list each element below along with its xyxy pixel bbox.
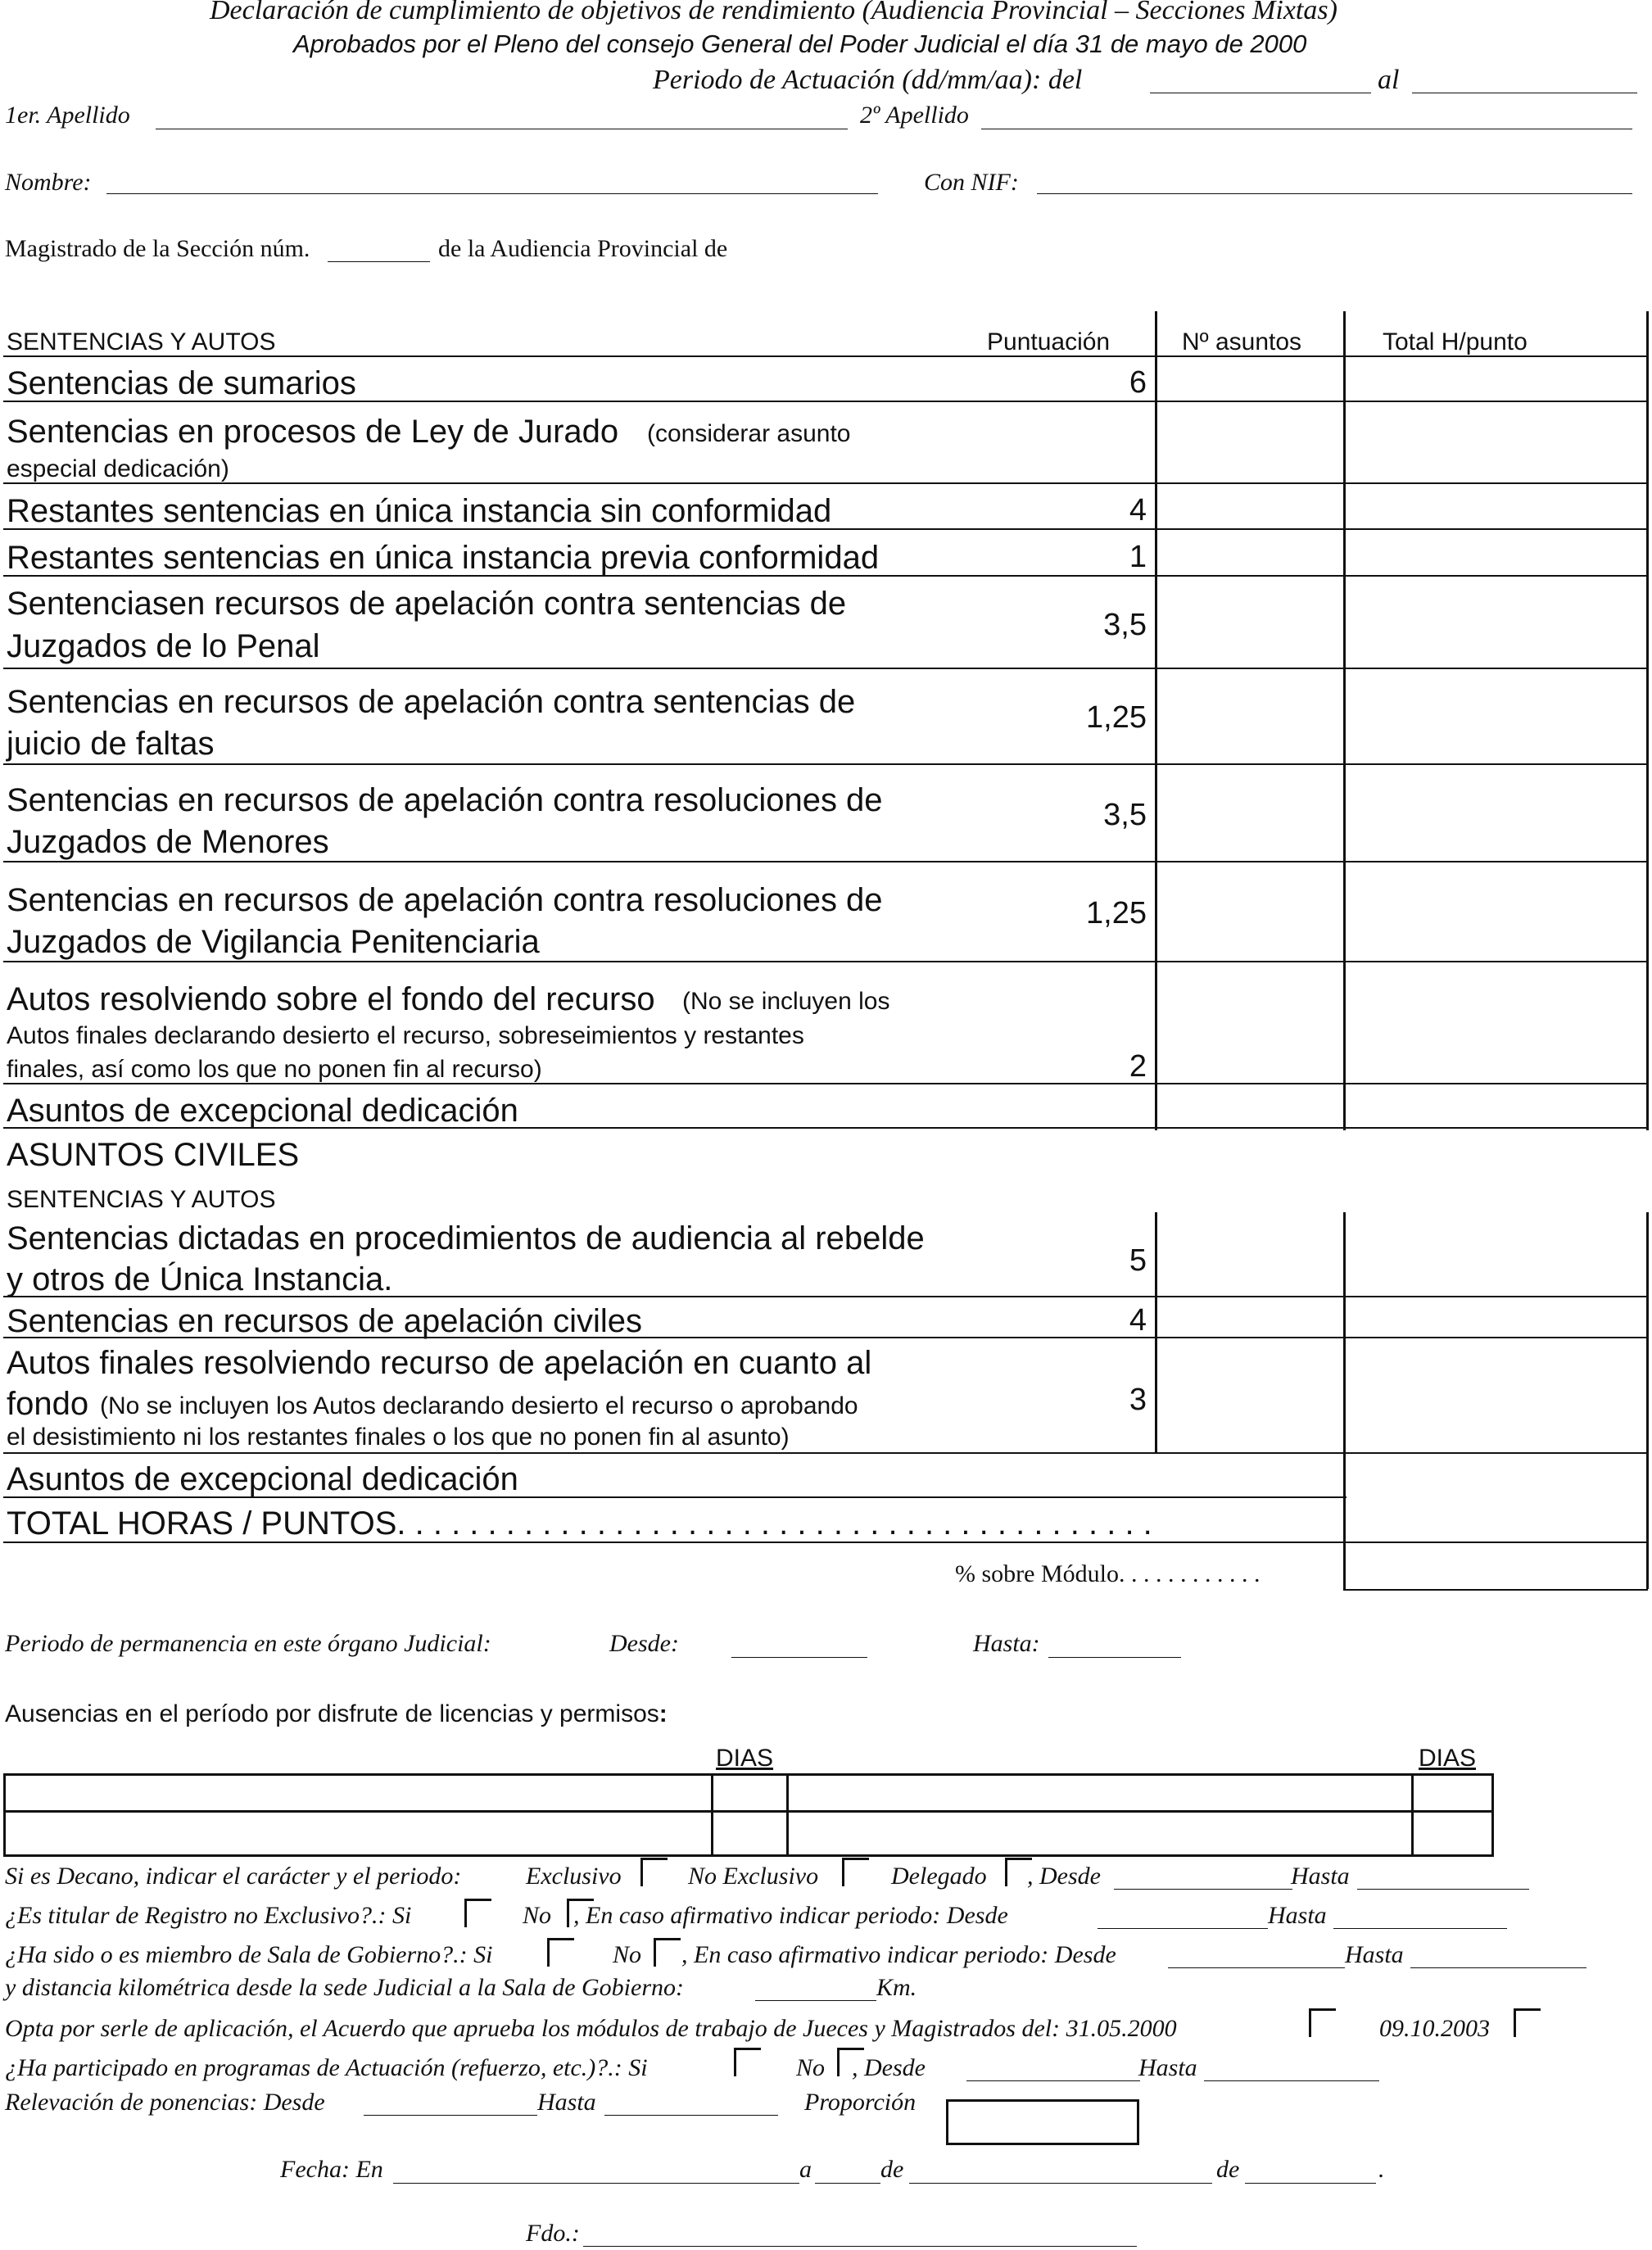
fdo-label: Fdo.: (526, 2220, 580, 2247)
fecha-2003-label: 09.10.2003 (1379, 2015, 1490, 2042)
col-header-puntuacion: Puntuación (987, 328, 1111, 355)
row-label: Sentencias de sumarios (7, 365, 356, 401)
autos-note: Autos finales declarando desierto el recurso, sobreseimientos y restantes (7, 1022, 804, 1049)
modulo-2003-checkbox[interactable] (1514, 2008, 1541, 2037)
sala-hasta-label: Hasta (1345, 1941, 1404, 1968)
fecha-a-label: a (799, 2156, 812, 2183)
row-points: 4 (1129, 493, 1147, 527)
ausencias-label (5, 1700, 668, 1728)
sala-si-checkbox[interactable] (547, 1938, 574, 1967)
row-points: 1,25 (1086, 896, 1147, 930)
permanencia-hasta-label: Hasta: (973, 1630, 1040, 1657)
autos-civil-label: fondo (7, 1386, 89, 1422)
dias-header-1: DIAS (716, 1745, 774, 1772)
relevacion-label: Relevación de ponencias: Desde (5, 2089, 325, 2116)
total-label: TOTAL HORAS / PUNTOS. . . . . . . . . . . . . . . . . . . . . . . . . . . . . . . . . . . . . . . . . . (7, 1505, 1152, 1541)
fecha-de-label-2: de (1216, 2156, 1240, 2183)
registro-desde-field[interactable] (1098, 1928, 1268, 1929)
decano-desde-label: , Desde (1027, 1863, 1101, 1890)
row-note: especial dedicación) (7, 455, 229, 482)
row-label: Sentencias en recursos de apelación contra resoluciones de (7, 882, 883, 918)
row-line (3, 528, 1648, 530)
programas-no-label: No (796, 2054, 826, 2081)
grid-col-line (1411, 1773, 1414, 1854)
autos-points: 2 (1129, 1049, 1147, 1084)
no-exclusivo-checkbox[interactable] (842, 1858, 869, 1886)
row-label: Restantes sentencias en única instancia previa conformidad (7, 540, 880, 576)
fecha-anio-field[interactable] (1245, 2183, 1376, 2184)
distancia-field[interactable] (755, 2000, 876, 2001)
row-line (3, 1127, 1648, 1129)
row-line (3, 575, 1648, 577)
proporcion-box[interactable] (946, 2099, 1139, 2145)
permanencia-hasta-field[interactable] (1048, 1657, 1181, 1658)
sala-desde-field[interactable] (1168, 1967, 1345, 1968)
registro-caso-label: , En caso afirmativo indicar periodo: Desde (573, 1902, 1008, 1929)
programas-desde-field[interactable] (966, 2080, 1140, 2081)
grid-col-line (711, 1773, 713, 1854)
ausencia-dias-2[interactable] (1416, 1777, 1487, 1809)
seccion-field[interactable] (328, 261, 430, 262)
row-line (3, 1496, 1346, 1498)
period-al-label: al (1378, 65, 1400, 95)
row-label: Sentencias en recursos de apelación civiles (7, 1303, 642, 1339)
exclusivo-checkbox[interactable] (640, 1858, 668, 1886)
km-label: Km. (876, 1974, 917, 2001)
row-points: 3,5 (1103, 608, 1147, 642)
col-divider-3b (1646, 1212, 1649, 1589)
row-line (3, 482, 1648, 484)
row-line (3, 668, 1648, 669)
civiles-subheader: SENTENCIAS Y AUTOS (7, 1186, 276, 1213)
decano-hasta-field[interactable] (1357, 1889, 1529, 1890)
sala-no-checkbox[interactable] (654, 1938, 681, 1967)
excepcional-label: Asuntos de excepcional dedicación (7, 1093, 518, 1129)
row-line (3, 1337, 1648, 1338)
fecha-punto: . (1378, 2156, 1385, 2183)
civiles-header: ASUNTOS CIVILES (7, 1137, 300, 1173)
excepcional-civil-label: Asuntos de excepcional dedicación (7, 1461, 518, 1497)
programas-label: ¿Ha participado en programas de Actuación (refuerzo, etc.)?.: Si (5, 2054, 648, 2081)
permanencia-desde-field[interactable] (731, 1657, 867, 1658)
row-label: Sentencias dictadas en procedimientos de audiencia al rebelde (7, 1220, 925, 1256)
programas-desde-label: , Desde (852, 2054, 926, 2081)
col-divider-1b (1155, 1212, 1157, 1454)
row-points: 6 (1129, 365, 1147, 400)
sala-caso-label: , En caso afirmativo indicar periodo: Desde (681, 1941, 1116, 1968)
autos-note: (No se incluyen los (682, 988, 890, 1015)
form-subtitle: Aprobados por el Pleno del consejo General del Poder Judicial el día 31 de mayo de 2000 (293, 29, 1307, 58)
apellido2-label: 2º Apellido (860, 102, 969, 129)
proporcion-label: Proporción (804, 2089, 917, 2116)
row-line (3, 355, 1648, 357)
programas-hasta-label: Hasta (1138, 2054, 1197, 2081)
sala-label: ¿Ha sido o es miembro de Sala de Gobierno?.: Si (5, 1941, 493, 1968)
nombre-label: Nombre: (5, 169, 92, 196)
row-line (3, 1083, 1648, 1084)
grid-col-line (786, 1773, 789, 1854)
row-points: 3,5 (1103, 798, 1147, 832)
sala-no-label: No (613, 1941, 642, 1968)
ausencia-concepto-2[interactable] (791, 1777, 1409, 1809)
row-label: y otros de Única Instancia. (7, 1261, 393, 1297)
autos-note: finales, así como los que no ponen fin al recurso) (7, 1056, 542, 1083)
nombre-field[interactable] (106, 193, 878, 194)
row-label: Juzgados de Vigilancia Penitenciaria (7, 924, 540, 960)
row-line (3, 861, 1648, 862)
autos-civil-note: el desistimiento ni los restantes finales o los que no ponen fin al asunto) (7, 1424, 790, 1451)
row-line (3, 961, 1648, 962)
fecha-dia-field[interactable] (815, 2183, 880, 2184)
decano-label: Si es Decano, indicar el carácter y el periodo: (5, 1863, 462, 1890)
fecha-mes-field[interactable] (909, 2183, 1212, 2184)
decano-desde-field[interactable] (1114, 1889, 1292, 1890)
row-label: Restantes sentencias en única instancia sin conformidad (7, 493, 832, 529)
form-title: Declaración de cumplimiento de objetivos de rendimiento (Audiencia Provincial – Secciones Mixtas) (210, 0, 1337, 25)
row-label: Sentencias en recursos de apelación contra resoluciones de (7, 782, 883, 818)
relevacion-hasta-field[interactable] (604, 2115, 778, 2116)
grid-row-line (3, 1810, 1492, 1813)
distancia-label: y distancia kilométrica desde la sede Judicial a la Sala de Gobierno: (5, 1974, 684, 2001)
row-label: Juzgados de Menores (7, 824, 329, 860)
permanencia-desde-label: Desde: (609, 1630, 679, 1657)
dias-header-2: DIAS (1419, 1745, 1477, 1772)
modulo-label: % sobre Módulo. . . . . . . . . . . . (955, 1560, 1260, 1587)
modulo-2000-checkbox[interactable] (1309, 2008, 1336, 2037)
exclusivo-label: Exclusivo (526, 1863, 622, 1890)
registro-si-checkbox[interactable] (464, 1899, 491, 1927)
ausencia-dias-1[interactable] (716, 1777, 785, 1809)
row-line (3, 401, 1648, 402)
row-label: juicio de faltas (7, 726, 215, 762)
firma-field[interactable] (583, 2246, 1137, 2247)
decano-hasta-label: Hasta (1291, 1863, 1350, 1890)
fecha-lugar-field[interactable] (393, 2183, 799, 2184)
row-line (3, 1296, 1648, 1297)
delegado-label: Delegado (891, 1863, 987, 1890)
autos-civil-label: Autos finales resolviendo recurso de apelación en cuanto al (7, 1345, 872, 1381)
registro-no-label: No (523, 1902, 552, 1929)
registro-hasta-label: Hasta (1268, 1902, 1327, 1929)
row-label: Juzgados de lo Penal (7, 628, 320, 664)
autos-label: Autos resolviendo sobre el fondo del recurso (7, 981, 655, 1017)
row-points: 1,25 (1086, 700, 1147, 735)
relevacion-desde-field[interactable] (364, 2115, 537, 2116)
row-points: 4 (1129, 1303, 1147, 1338)
registro-hasta-field[interactable] (1333, 1928, 1507, 1929)
penal-section-header: SENTENCIAS Y AUTOS (7, 328, 276, 355)
nif-field[interactable] (1037, 193, 1632, 194)
row-points: 5 (1129, 1243, 1147, 1278)
autos-civil-points: 3 (1129, 1383, 1147, 1417)
row-line (3, 1541, 1648, 1543)
ausencia-concepto-1[interactable] (8, 1777, 708, 1809)
programas-si-checkbox[interactable] (734, 2048, 761, 2076)
magistrado-label: Magistrado de la Sección núm. (5, 235, 310, 262)
autos-civil-note: (No se incluyen los Autos declarando desierto el recurso o aprobando (100, 1392, 858, 1419)
audiencia-label: de la Audiencia Provincial de (438, 235, 728, 262)
col-divider-1 (1155, 311, 1157, 1130)
row-label: Sentenciasen recursos de apelación contra sentencias de (7, 586, 847, 622)
fecha-label: Fecha: En (280, 2156, 383, 2183)
row-points: 1 (1129, 540, 1147, 574)
nif-label: Con NIF: (924, 169, 1019, 196)
modulo-box-bottom (1343, 1589, 1648, 1591)
col-header-total: Total H/punto (1383, 328, 1528, 355)
fecha-de-label-1: de (880, 2156, 904, 2183)
opta-label: Opta por serle de aplicación, el Acuerdo que aprueba los módulos de trabajo de Jueces y Magistrados del: 31.05.2000 (5, 2015, 1177, 2042)
registro-label: ¿Es titular de Registro no Exclusivo?.: Si (5, 1902, 412, 1929)
ausencias-text: Ausencias en el período por disfrute de licencias y permisos (5, 1700, 659, 1727)
relevacion-hasta-label: Hasta (537, 2089, 596, 2116)
row-line (3, 1452, 1648, 1454)
sala-hasta-field[interactable] (1410, 1967, 1586, 1968)
col-divider-2 (1343, 311, 1346, 1130)
col-divider-2b (1343, 1212, 1346, 1589)
period-label: Periodo de Actuación (dd/mm/aa): del (653, 65, 1083, 95)
permanencia-label: Periodo de permanencia en este órgano Judicial: (5, 1630, 491, 1657)
no-exclusivo-label: No Exclusivo (688, 1863, 819, 1890)
ausencias-colon: : (659, 1700, 668, 1727)
apellido1-label: 1er. Apellido (5, 102, 130, 129)
programas-hasta-field[interactable] (1204, 2080, 1379, 2081)
col-header-asuntos: Nº asuntos (1182, 328, 1302, 355)
row-note: (considerar asunto (647, 420, 851, 447)
row-label: Sentencias en recursos de apelación contra sentencias de (7, 684, 856, 720)
row-line (3, 763, 1648, 765)
col-divider-3 (1646, 311, 1649, 1130)
row-label: Sentencias en procesos de Ley de Jurado (7, 414, 619, 450)
